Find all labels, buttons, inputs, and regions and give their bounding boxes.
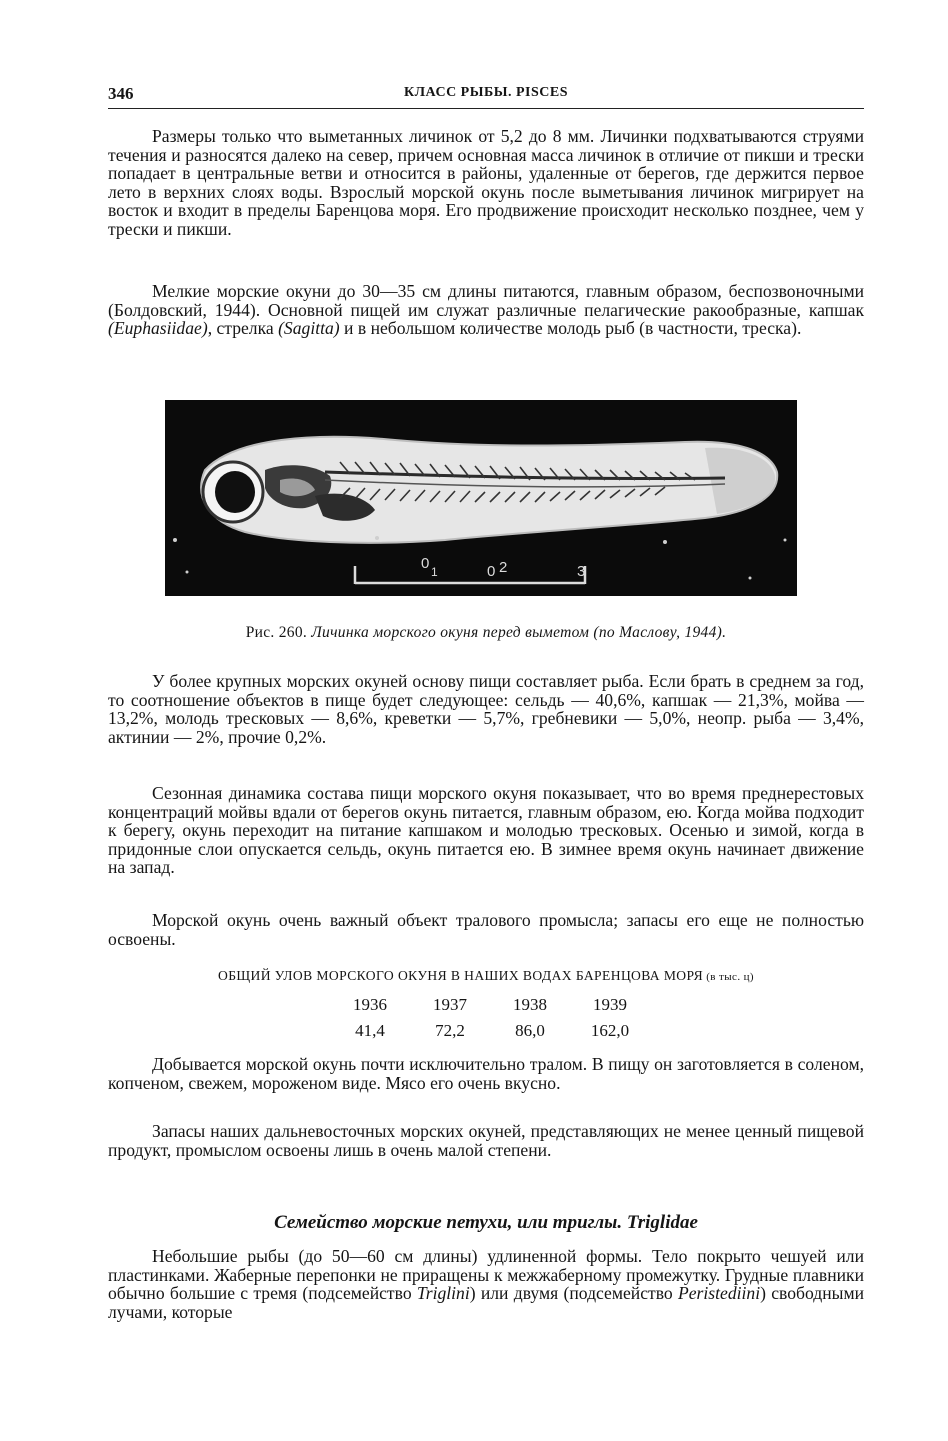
p8-triglini: Triglini	[416, 1283, 470, 1304]
table-title	[108, 968, 864, 984]
p2-text-c: и в небольшом количестве молодь рыб (в частности, треска).	[339, 318, 802, 339]
scale-label-0b: 0	[487, 563, 496, 580]
p2-sagitta: (Sagitta)	[278, 318, 340, 339]
p2-text-a: Мелкие морские окуни до 30—35 см длины питаются, главным образом, беспозвоночными (Болдовский, 1944). Основной пищей им служат различные пелагические ракообразные, капшак	[108, 281, 864, 320]
paragraph-seasonal-dynamics: Сезонная динамика состава пищи морского окуня показывает, что во время преднерестовых концентраций мойвы вдали от берегов окунь питается, главным образом, ею. Когда мойва подходит к берегу, окунь переходит на питание капшаком и молодью тресковых. Осенью и зимой, когда в придонные слои опускается сельдь, окунь питается ею. В зимнее время окунь начинает движение на запад.	[108, 783, 864, 878]
larva-illustration	[165, 400, 797, 596]
paragraph-larvae-size: Размеры только что выметанных личинок от 5,2 до 8 мм. Личинки подхватываются струями течения и разносятся далеко на север, причем основная масса личинок в отличие от пикши и трески попадает в центральные ветви и относится в районы, удаленные от берегов, где держится первое лето в верхних слоях воды. Взрослый морской окунь после выметывания личинок мигрирует на восток и входит в пределы Баренцова моря. Его продвижение происходит несколько позднее, чем у трески и пикши.	[108, 126, 864, 239]
figure-caption	[108, 624, 864, 642]
running-title: КЛАСС РЫБЫ. PISCES	[403, 85, 569, 100]
table-value: 162,0	[590, 1021, 630, 1040]
paragraph-large-perch-diet: У более крупных морских окуней основу пищи составляет рыба. Если брать в среднем за год, то соотношение объектов в пище будет следующее: сельдь — 40,6%, капшак — 21,3%, мойва — 13,2%, молодь тресковых — 8,6%, креветки — 5,7%, гребневики — 5,0%, неопр. рыба — 3,4%, актинии — 2%, прочие 0,2%.	[108, 671, 864, 747]
figure-larva-photo	[165, 400, 797, 596]
scale-label-1: 1	[431, 565, 438, 579]
p8-text-b: ) или двумя (подсемейство	[469, 1283, 678, 1304]
catch-table	[330, 992, 650, 1044]
page-header	[108, 84, 864, 106]
table-value: 41,4	[355, 1021, 385, 1040]
page-number: 346	[108, 84, 134, 103]
paragraph-small-perch-diet	[108, 282, 864, 338]
table-year: 1938	[513, 995, 547, 1014]
header-rule	[108, 108, 864, 109]
p2-text-b: , стрелка	[207, 318, 279, 339]
scale-label-2: 2	[499, 559, 508, 576]
p8-peristediini: Peristediini	[677, 1283, 761, 1304]
paragraph-far-east-stocks: Запасы наших дальневосточных морских окуней, представляющих не менее ценный пищевой продукт, промыслом освоены лишь в очень малой степени.	[108, 1121, 864, 1160]
paragraph-triglidae-description	[108, 1247, 864, 1321]
section-heading-triglidae: Семейство морские петухи, или триглы. Triglidae	[274, 1212, 698, 1233]
figure-caption-text: Личинка морского окуня перед выметом (по Маслову, 1944).	[307, 624, 727, 641]
p8-text-a: Небольшие рыбы (до 50—60 см длины) удлиненной формы. Тело покрыто чешуей или пластинками. Жаберные перепонки не приращены к межжаберному промежутку. Грудные плавники обычно большие с тремя (подсемейство	[108, 1246, 864, 1304]
paragraph-trawl-fishery: Морской окунь очень важный объект тралового промысла; запасы его еще не полностью освоены.	[108, 910, 864, 949]
paragraph-fishing-method: Добывается морской окунь почти исключительно тралом. В пищу он заготовляется в соленом, копченом, свежем, мороженом виде. Мясо его очень вкусно.	[108, 1054, 864, 1093]
table-value: 72,2	[435, 1021, 465, 1040]
scale-label-3: 3	[577, 563, 586, 580]
figure-caption-label: Рис. 260.	[245, 624, 308, 641]
p2-euphasiidae: (Euphasiidae)	[108, 318, 208, 339]
table-row-values	[330, 1018, 650, 1044]
scale-label-0: 0	[421, 555, 430, 572]
table-title-text: ОБЩИЙ УЛОВ МОРСКОГО ОКУНЯ В НАШИХ ВОДАХ БАРЕНЦОВА МОРЯ	[218, 968, 704, 983]
table-year: 1936	[353, 995, 387, 1014]
table-unit: (в тыс. ц)	[703, 971, 754, 983]
table-row-years	[330, 992, 650, 1018]
table-year: 1939	[593, 995, 627, 1014]
table-value: 86,0	[515, 1021, 545, 1040]
table-year: 1937	[433, 995, 467, 1014]
p8-text-c: ) свободными лучами, которые	[108, 1283, 864, 1322]
